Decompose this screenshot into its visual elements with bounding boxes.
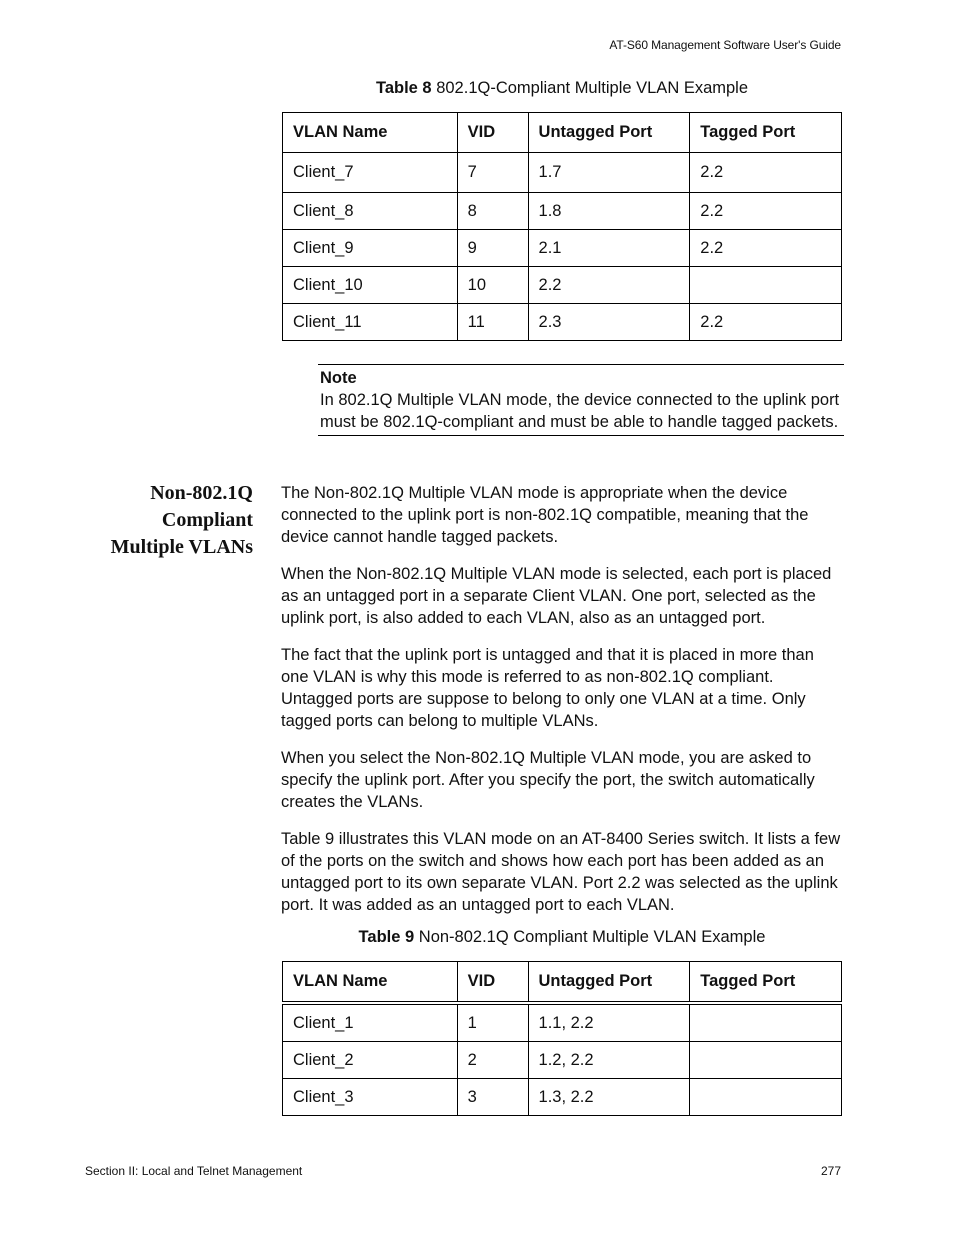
table-9 <box>282 961 842 1116</box>
section-body <box>281 482 843 931</box>
table-cell: 2.2 <box>690 153 842 193</box>
table-cell: 1.3, 2.2 <box>528 1079 690 1116</box>
table-cell: 7 <box>457 153 528 193</box>
table-cell: Client_1 <box>283 1003 458 1042</box>
table-cell: 2.3 <box>528 304 690 341</box>
table-8-caption-text: 802.1Q-Compliant Multiple VLAN Example <box>436 79 749 97</box>
paragraph: Table 9 illustrates this VLAN mode on an AT-8400 Series switch. It lists a few of the ports on the switch and shows how each port has been added as an untagged port to its own separate VLAN. Port 2.2 was selected as the uplink port. It was added as an untagged port to each VLAN. <box>281 830 841 914</box>
note-title: Note <box>320 369 357 387</box>
column-header: VID <box>457 113 528 153</box>
table-cell: 2.2 <box>690 193 842 230</box>
footer-section: Section II: Local and Telnet Management <box>85 1164 303 1178</box>
table-9-caption-text: Non-802.1Q Compliant Multiple VLAN Example <box>418 928 766 946</box>
column-header: VLAN Name <box>283 962 458 1004</box>
table-cell: Client_11 <box>283 304 458 341</box>
paragraph: When you select the Non-802.1Q Multiple VLAN mode, you are asked to specify the uplink port. After you specify the port, the switch automatically creates the VLANs. <box>281 749 815 811</box>
table-cell: Client_9 <box>283 230 458 267</box>
table-cell: 1.7 <box>528 153 690 193</box>
running-head: AT-S60 Management Software User's Guide <box>609 38 841 52</box>
table-cell <box>690 1079 842 1116</box>
column-header: Tagged Port <box>690 113 842 153</box>
table-cell: 1.1, 2.2 <box>528 1003 690 1042</box>
table-cell: 2 <box>457 1042 528 1079</box>
note-box <box>318 364 844 436</box>
column-header: VID <box>457 962 528 1004</box>
paragraph: When the Non-802.1Q Multiple VLAN mode is selected, each port is placed as an untagged port in a separate Client VLAN. One port, selected as the uplink port, is also added to each VLAN, also as an untagged port. <box>281 565 832 627</box>
table-row <box>283 1042 842 1079</box>
table-9-label: Table 9 <box>358 928 415 946</box>
paragraph: The fact that the uplink port is untagged and that it is placed in more than one VLAN is why this mode is referred to as non-802.1Q compliant. Untagged ports are suppose to belong to only one VLAN at a time. Only tagged ports can belong to multiple VLANs. <box>281 646 814 730</box>
table-row <box>283 153 842 193</box>
table-cell: 8 <box>457 193 528 230</box>
table-cell: 1.8 <box>528 193 690 230</box>
table-cell: Client_7 <box>283 153 458 193</box>
table-cell: Client_8 <box>283 193 458 230</box>
table-cell: Client_2 <box>283 1042 458 1079</box>
section-heading-line: Non-802.1Q <box>150 482 253 504</box>
column-header: Untagged Port <box>528 962 690 1004</box>
table-cell: Client_10 <box>283 267 458 304</box>
table-header-row <box>283 962 842 1004</box>
table-row <box>283 1003 842 1042</box>
table-row <box>283 1079 842 1116</box>
section-heading-line: Multiple VLANs <box>110 536 253 558</box>
table-8-label: Table 8 <box>375 79 432 97</box>
table-cell: 1 <box>457 1003 528 1042</box>
table-8 <box>282 112 842 341</box>
table-cell: 1.2, 2.2 <box>528 1042 690 1079</box>
table-cell: 2.1 <box>528 230 690 267</box>
table-cell: 11 <box>457 304 528 341</box>
column-header: Untagged Port <box>528 113 690 153</box>
table-cell <box>690 267 842 304</box>
table-row <box>283 267 842 304</box>
table-row <box>283 304 842 341</box>
page-number: 277 <box>820 1164 841 1178</box>
table-cell: 3 <box>457 1079 528 1116</box>
table-cell: Client_3 <box>283 1079 458 1116</box>
table-row <box>283 230 842 267</box>
paragraph: The Non-802.1Q Multiple VLAN mode is appropriate when the device connected to the uplink port is non-802.1Q compatible, meaning that the device cannot handle tagged packets. <box>281 484 809 546</box>
column-header: VLAN Name <box>283 113 458 153</box>
column-header: Tagged Port <box>690 962 842 1004</box>
table-cell: 2.2 <box>690 230 842 267</box>
table-cell <box>690 1003 842 1042</box>
table-cell: 9 <box>457 230 528 267</box>
table-9-caption <box>282 928 842 947</box>
section-heading <box>80 480 253 561</box>
table-cell: 2.2 <box>690 304 842 341</box>
section-heading-line: Compliant <box>161 509 253 531</box>
table-row <box>283 193 842 230</box>
table-cell: 10 <box>457 267 528 304</box>
table-cell: 2.2 <box>528 267 690 304</box>
table-header-row <box>283 113 842 153</box>
table-cell <box>690 1042 842 1079</box>
table-8-caption <box>282 79 842 98</box>
note-text: In 802.1Q Multiple VLAN mode, the device connected to the uplink port must be 802.1Q-compliant and must be able to handle tagged packets. <box>320 391 840 431</box>
